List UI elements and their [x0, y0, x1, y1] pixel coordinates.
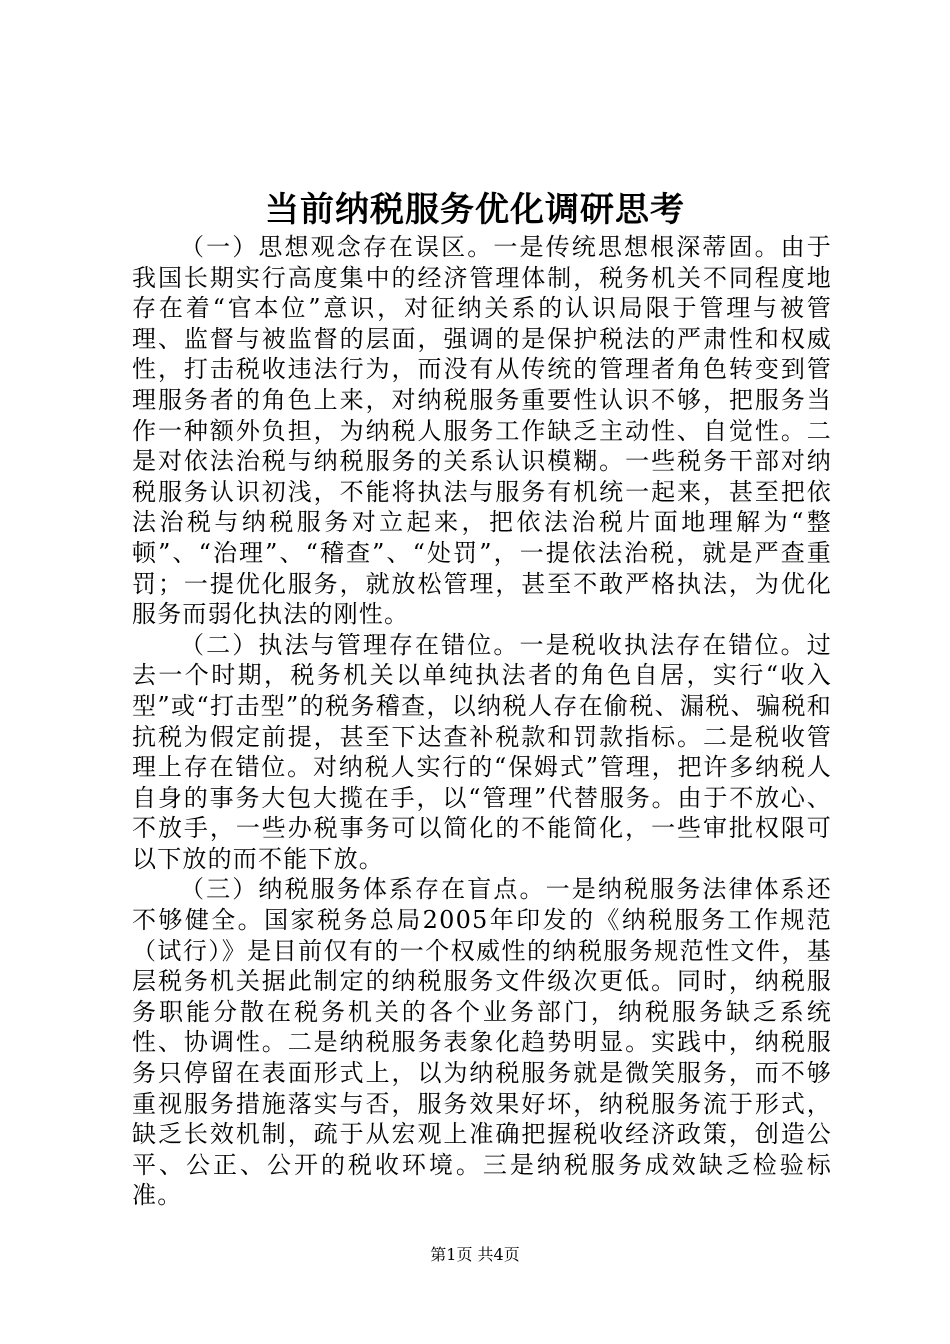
paragraph-1: （一）思想观念存在误区。一是传统思想根深蒂固。由于我国长期实行高度集中的经济管理体制，税务机关不同程度地存在着“官本位”意识，对征纳关系的认识局限于管理与被管理、监督与被监督的层面，强调的是保护税法的严肃性和权威性，打击税收违法行为，而没有从传统的管理者角色转变到管理服务者的角色上来，对纳税服务重要性认识不够，把服务当作一种额外负担，为纳税人服务工作缺乏主动性、自觉性。二是对依法治税与纳税服务的关系认识模糊。一些税务干部对纳税服务认识初浅，不能将执法与服务有机统一起来，甚至把依法治税与纳税服务对立起来，把依法治税片面地理解为“整顿”、“治理”、“稽查”、“处罚”，一提依法治税，就是严查重罚；一提优化服务，就放松管理，甚至不敢严格执法，为优化服务而弱化执法的刚性。 — [132, 233, 832, 629]
page-number-footer: 第1页 共4页 — [430, 1245, 520, 1264]
paragraph-2: （二）执法与管理存在错位。一是税收执法存在错位。过去一个时期，税务机关以单纯执法者的角色自居，实行“收入型”或“打击型”的税务稽查，以纳税人存在偷税、漏税、骗税和抗税为假定前提，甚至下达查补税款和罚款指标。二是税收管理上存在错位。对纳税人实行的“保姆式”管理，把许多纳税人自身的事务大包大揽在手，以“管理”代替服务。由于不放心、不放手，一些办税事务可以简化的不能简化，一些审批权限可以下放的而不能下放。 — [132, 630, 832, 873]
document-body — [132, 232, 832, 1211]
paragraph-3: （三）纳税服务体系存在盲点。一是纳税服务法律体系还不够健全。国家税务总局2005年印发的《纳税服务工作规范（试行）》是目前仅有的一个权威性的纳税服务规范性文件，基层税务机关据此制定的纳税服务文件级次更低。同时，纳税服务职能分散在税务机关的各个业务部门，纳税服务缺乏系统性、协调性。二是纳税服务表象化趋势明显。实践中，纳税服务只停留在表面形式上，以为纳税服务就是微笑服务，而不够重视服务措施落实与否，服务效果好坏，纳税服务流于形式，缺乏长效机制，疏于从宏观上准确把握税收经济政策，创造公平、公正、公开的税收环境。三是纳税服务成效缺乏检验标准。 — [132, 875, 832, 1210]
document-title: 当前纳税服务优化调研思考 — [265, 190, 685, 230]
